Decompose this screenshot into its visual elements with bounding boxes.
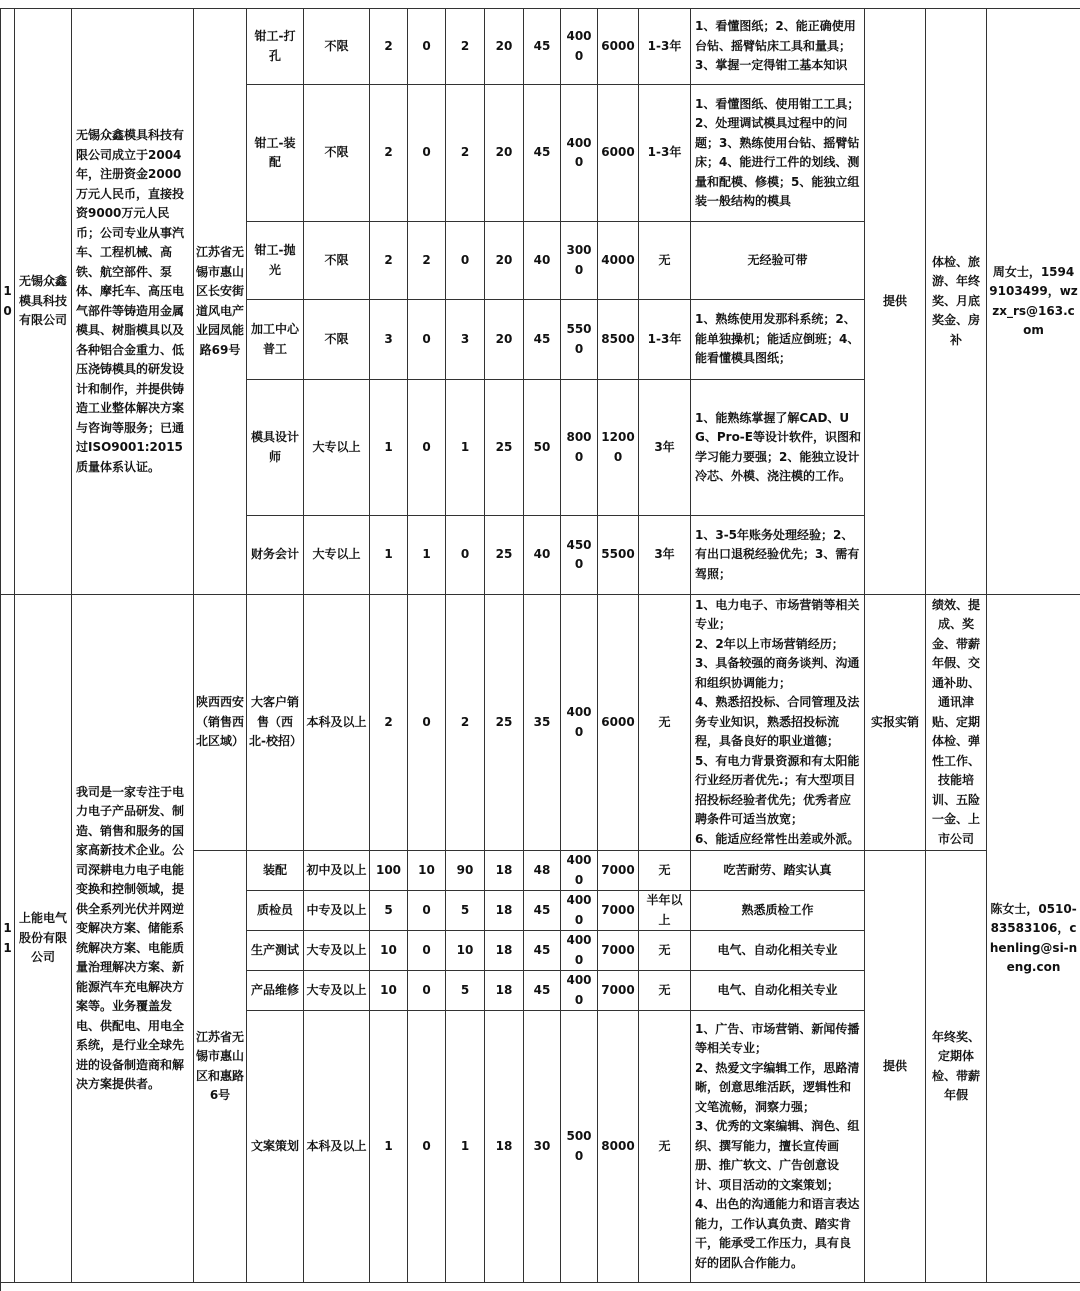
- education: 大专及以上: [304, 971, 370, 1011]
- salary-min: 4000: [561, 595, 598, 851]
- accommodation: 提供: [865, 9, 926, 595]
- table-row: [1, 595, 1080, 851]
- education: 本科及以上: [304, 1011, 370, 1283]
- requirement-line: 5、有电力背景资源和有太阳能行业经历者优先.；有大型项目招投标经验者优先；优秀者应聘条件可适当放宽；: [695, 752, 862, 830]
- headcount-female: 2: [408, 222, 446, 300]
- experience: 半年以上: [639, 891, 691, 931]
- headcount-total: 1: [370, 516, 408, 595]
- headcount-female: 0: [408, 85, 446, 222]
- salary-max: 7000: [598, 851, 639, 891]
- accommodation: 实报实销: [865, 595, 926, 851]
- work-address: 江苏省无锡市惠山区长安街道风电产业园凤能路69号: [194, 9, 247, 595]
- age-min: 18: [485, 891, 524, 931]
- company-index: 11: [1, 595, 15, 1283]
- education: 不限: [304, 9, 370, 85]
- job-title: 钳工-装配: [247, 85, 304, 222]
- job-requirements: 1、看懂图纸；2、能正确使用台钻、摇臂钻床工具和量具；3、掌握一定得钳工基本知识: [691, 9, 865, 85]
- headcount-female: 0: [408, 595, 446, 851]
- headcount-male: 5: [446, 891, 485, 931]
- accommodation: 提供: [865, 851, 926, 1283]
- salary-min: 4000: [561, 9, 598, 85]
- company-name: 无锡众鑫模具科技有限公司: [15, 9, 72, 595]
- age-max: 50: [524, 380, 561, 516]
- headcount-male: 1: [446, 380, 485, 516]
- education: 本科及以上: [304, 595, 370, 851]
- headcount-female: 0: [408, 891, 446, 931]
- experience: 无: [639, 931, 691, 971]
- salary-min: 8000: [561, 380, 598, 516]
- age-max: 35: [524, 595, 561, 851]
- experience: 无: [639, 595, 691, 851]
- salary-max: 12000: [598, 380, 639, 516]
- salary-max: 5500: [598, 516, 639, 595]
- headcount-male: 2: [446, 595, 485, 851]
- age-max: 30: [524, 1011, 561, 1283]
- job-requirements: 1、能熟练掌握了解CAD、UG、Pro-E等设计软件，识图和学习能力要强；2、能独立设计冷芯、外模、浇注模的工作。: [691, 380, 865, 516]
- headcount-female: 0: [408, 1011, 446, 1283]
- salary-min: 4500: [561, 516, 598, 595]
- headcount-female: 0: [408, 9, 446, 85]
- headcount-male: 90: [446, 851, 485, 891]
- headcount-female: 0: [408, 300, 446, 380]
- salary-max: 7000: [598, 971, 639, 1011]
- job-title: 装配: [247, 851, 304, 891]
- headcount-male: 3: [446, 300, 485, 380]
- salary-min: 5500: [561, 300, 598, 380]
- salary-min: 4000: [561, 971, 598, 1011]
- requirement-line: 2、2年以上市场营销经历；: [695, 635, 862, 655]
- job-title: 加工中心普工: [247, 300, 304, 380]
- salary-max: 8000: [598, 1011, 639, 1283]
- education: 不限: [304, 300, 370, 380]
- headcount-total: 10: [370, 971, 408, 1011]
- headcount-female: 0: [408, 380, 446, 516]
- job-title: 生产测试: [247, 931, 304, 971]
- job-title: 钳工-抛光: [247, 222, 304, 300]
- age-max: 48: [524, 851, 561, 891]
- job-requirements: [691, 1011, 865, 1283]
- requirement-line: 4、出色的沟通能力和语言表达能力，工作认真负责、踏实肯干，能承受工作压力，具有良好的团队合作能力。: [695, 1195, 862, 1273]
- age-min: 25: [485, 595, 524, 851]
- requirement-line: 6、能适应经常性出差或外派。: [695, 830, 862, 850]
- experience: 3年: [639, 380, 691, 516]
- headcount-total: 2: [370, 222, 408, 300]
- requirement-line: 3、优秀的文案编辑、润色、组织、撰写能力，擅长宣传画册、推广软文、广告创意设计、项目活动的文案策划；: [695, 1117, 862, 1195]
- headcount-male: 0: [446, 516, 485, 595]
- headcount-male: 10: [446, 931, 485, 971]
- education: 大专以上: [304, 380, 370, 516]
- contact: 周女士，15949103499，wzzx_rs@163.com: [987, 9, 1080, 595]
- job-requirements: 1、熟练使用发那科系统；2、能单独操机；能适应倒班；4、能看懂模具图纸；: [691, 300, 865, 380]
- age-min: 18: [485, 851, 524, 891]
- job-title: 质检员: [247, 891, 304, 931]
- requirement-line: 2、热爱文字编辑工作，思路清晰，创意思维活跃，逻辑性和文笔流畅，洞察力强；: [695, 1059, 862, 1118]
- salary-max: 7000: [598, 891, 639, 931]
- job-title: 财务会计: [247, 516, 304, 595]
- age-max: 45: [524, 891, 561, 931]
- age-max: 45: [524, 971, 561, 1011]
- salary-min: 4000: [561, 85, 598, 222]
- age-max: 45: [524, 85, 561, 222]
- age-max: 40: [524, 516, 561, 595]
- requirement-line: 4、熟悉招投标、合同管理及法务专业知识，熟悉招投标流程，具备良好的职业道德；: [695, 693, 862, 752]
- headcount-female: 1: [408, 516, 446, 595]
- headcount-male: 1: [446, 1011, 485, 1283]
- salary-max: 6000: [598, 595, 639, 851]
- experience: 1-3年: [639, 9, 691, 85]
- headcount-total: 2: [370, 595, 408, 851]
- salary-min: 4000: [561, 931, 598, 971]
- job-requirements: 1、看懂图纸、使用钳工工具；2、处理调试模具过程中的问题；3、熟练使用台钻、摇臂钻床；4、能进行工件的划线、测量和配模、修模；5、能独立组装一般结构的模具: [691, 85, 865, 222]
- company-index: 10: [1, 9, 15, 595]
- requirement-line: 3、具备较强的商务谈判、沟通和组织协调能力；: [695, 654, 862, 693]
- job-requirements: 电气、自动化相关专业: [691, 931, 865, 971]
- job-requirements: 1、3-5年账务处理经验；2、有出口退税经验优先；3、需有驾照；: [691, 516, 865, 595]
- experience: 无: [639, 971, 691, 1011]
- age-min: 20: [485, 85, 524, 222]
- education: 大专及以上: [304, 931, 370, 971]
- age-min: 20: [485, 300, 524, 380]
- experience: 无: [639, 851, 691, 891]
- requirement-line: 1、广告、市场营销、新闻传播等相关专业；: [695, 1020, 862, 1059]
- benefits: 绩效、提成、奖金、带薪年假、交通补助、通讯津贴、定期体检、弹性工作、技能培训、五险一金、上市公司: [926, 595, 987, 851]
- company-name: 上能电气股份有限公司: [15, 595, 72, 1283]
- headcount-total: 3: [370, 300, 408, 380]
- salary-min: 5000: [561, 1011, 598, 1283]
- headcount-male: 2: [446, 85, 485, 222]
- headcount-total: 5: [370, 891, 408, 931]
- job-title: 产品维修: [247, 971, 304, 1011]
- salary-max: 8500: [598, 300, 639, 380]
- headcount-male: 5: [446, 971, 485, 1011]
- headcount-male: 2: [446, 9, 485, 85]
- education: 不限: [304, 222, 370, 300]
- job-title: 模具设计师: [247, 380, 304, 516]
- age-min: 25: [485, 516, 524, 595]
- headcount-female: 10: [408, 851, 446, 891]
- salary-max: 7000: [598, 931, 639, 971]
- headcount-total: 2: [370, 85, 408, 222]
- work-address: 陕西西安（销售西北区域）: [194, 595, 247, 851]
- benefits: 年终奖、定期体检、带薪年假: [926, 851, 987, 1283]
- age-min: 25: [485, 380, 524, 516]
- age-max: 40: [524, 222, 561, 300]
- age-max: 45: [524, 931, 561, 971]
- experience: 1-3年: [639, 85, 691, 222]
- headcount-total: 2: [370, 9, 408, 85]
- salary-min: 3000: [561, 222, 598, 300]
- education: 不限: [304, 85, 370, 222]
- age-min: 20: [485, 9, 524, 85]
- age-min: 18: [485, 931, 524, 971]
- age-min: 20: [485, 222, 524, 300]
- salary-min: 4000: [561, 851, 598, 891]
- age-min: 18: [485, 1011, 524, 1283]
- work-address: 江苏省无锡市惠山区和惠路6号: [194, 851, 247, 1283]
- contact: 陈女士，0510-83583106，chenling@si-neng.con: [987, 595, 1080, 1283]
- experience: 无: [639, 222, 691, 300]
- experience: 1-3年: [639, 300, 691, 380]
- benefits: 体检、旅游、年终奖、月底奖金、房补: [926, 9, 987, 595]
- job-title: 钳工-打孔: [247, 9, 304, 85]
- job-requirements: [691, 595, 865, 851]
- headcount-female: 0: [408, 931, 446, 971]
- education: 大专以上: [304, 516, 370, 595]
- company-intro: 我司是一家专注于电力电子产品研发、制造、销售和服务的国家高新技术企业。公司深耕电力电子电能变换和控制领域，提供全系列光伏并网逆变解决方案、储能系统解决方案、电能质量治理解决方案、新能源汽车充电解决方案等。业务覆盖发电、供配电、用电全系统，是行业全球先进的设备制造商和解决方案提供者。: [72, 595, 194, 1283]
- headcount-total: 100: [370, 851, 408, 891]
- headcount-female: 0: [408, 971, 446, 1011]
- job-title: 文案策划: [247, 1011, 304, 1283]
- requirement-line: 1、电力电子、市场营销等相关专业；: [695, 596, 862, 635]
- education: 中专及以上: [304, 891, 370, 931]
- company-intro: 无锡众鑫模具科技有限公司成立于2004年，注册资金2000万元人民币，直接投资9000万元人民币；公司专业从事汽车、工程机械、高铁、航空部件、泵体、摩托车、高压电气部件等铸造用金属模具、树脂模具以及各种铝合金重力、低压浇铸模具的研发设计和制作，并提供铸造工业整体解决方案与咨询等服务；已通过ISO9001:2015质量体系认证。: [72, 9, 194, 595]
- headcount-male: 0: [446, 222, 485, 300]
- headcount-total: 1: [370, 380, 408, 516]
- salary-min: 4000: [561, 891, 598, 931]
- age-max: 45: [524, 300, 561, 380]
- headcount-total: 10: [370, 931, 408, 971]
- experience: 无: [639, 1011, 691, 1283]
- age-max: 45: [524, 9, 561, 85]
- salary-max: 6000: [598, 85, 639, 222]
- headcount-total: 1: [370, 1011, 408, 1283]
- salary-max: 6000: [598, 9, 639, 85]
- job-requirements: 无经验可带: [691, 222, 865, 300]
- experience: 3年: [639, 516, 691, 595]
- salary-max: 4000: [598, 222, 639, 300]
- job-requirements: 熟悉质检工作: [691, 891, 865, 931]
- job-requirements: 电气、自动化相关专业: [691, 971, 865, 1011]
- age-min: 18: [485, 971, 524, 1011]
- table-row: [1, 9, 1080, 85]
- job-title: 大客户销售（西北-校招）: [247, 595, 304, 851]
- job-requirements: 吃苦耐劳、踏实认真: [691, 851, 865, 891]
- education: 初中及以上: [304, 851, 370, 891]
